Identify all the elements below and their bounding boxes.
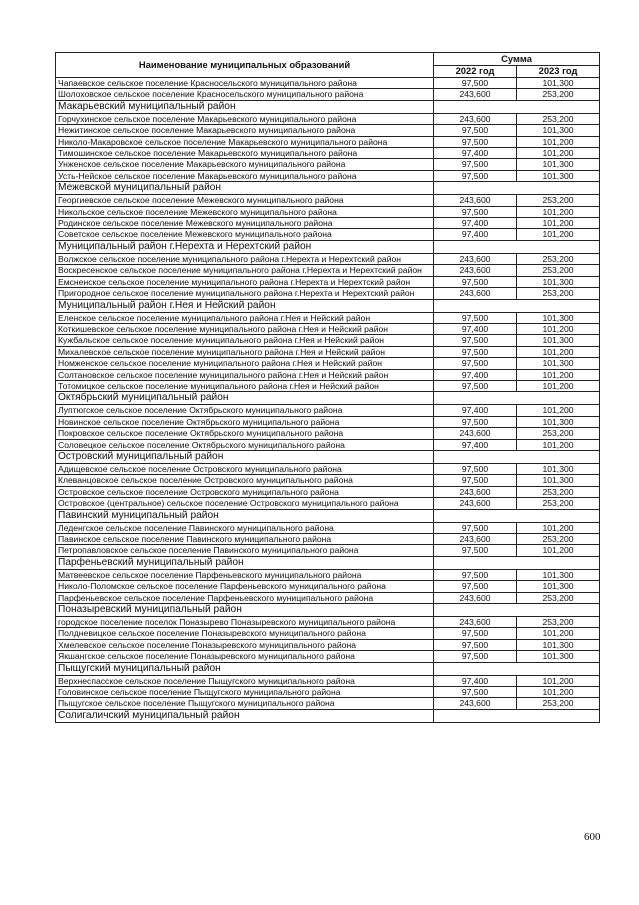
column-header-name: Наименование муниципальных образований [56,53,434,78]
table-row [56,380,600,391]
settlement-name: Пригородное сельское поселение муниципального района г.Нерехта и Нерехтский район [56,288,434,299]
amount-2022: 243,600 [434,617,517,628]
settlement-name: Номженское сельское поселение муниципального района г.Нея и Нейский район [56,358,434,369]
settlement-name: городское поселение поселок Поназырево Поназыревского муниципального района [56,617,434,628]
settlement-name: Чапаевское сельское поселение Красносельского муниципального района [56,78,434,89]
district-name: Макарьевский муниципальный район [56,100,434,113]
amount-2022: 97,400 [434,369,517,380]
settlement-name: Усть-Нейское сельское поселение Макарьевского муниципального района [56,170,434,181]
amount-2023: 101,300 [517,581,600,592]
amount-2023: 101,300 [517,569,600,580]
settlement-name: Тотомицкое сельское поселение муниципального района г.Нея и Нейский район [56,380,434,391]
amount-2022: 243,600 [434,428,517,439]
empty-cell [434,450,600,463]
table-row [56,498,600,509]
district-row [56,392,600,405]
settlement-name: Петропавловское сельское поселение Павинского муниципального района [56,545,434,556]
table-row [56,522,600,533]
settlement-name: Леденгское сельское поселение Павинского муниципального района [56,522,434,533]
empty-cell [434,240,600,253]
amount-2022: 243,600 [434,265,517,276]
district-name: Октябрьский муниципальный район [56,392,434,405]
settlement-name: Волжское сельское поселение муниципального района г.Нерехта и Нерехтский район [56,253,434,264]
amount-2023: 253,200 [517,592,600,603]
table-row [56,170,600,181]
amount-2022: 97,500 [434,463,517,474]
district-name: Поназыревский муниципальный район [56,604,434,617]
amount-2023: 101,300 [517,463,600,474]
table-row [56,358,600,369]
table-row [56,369,600,380]
settlement-name: Хмелевское сельское поселение Поназыревского муниципального района [56,639,434,650]
amount-2023: 101,300 [517,78,600,89]
table-row [56,675,600,686]
empty-cell [434,100,600,113]
table-row [56,288,600,299]
amount-2023: 253,200 [517,698,600,709]
settlement-name: Унженское сельское поселение Макарьевского муниципального района [56,159,434,170]
table-row [56,639,600,650]
district-row [56,662,600,675]
table-row [56,265,600,276]
amount-2023: 253,200 [517,617,600,628]
district-name: Муниципальный район г.Нерехта и Нерехтский район [56,240,434,253]
amount-2023: 101,200 [517,323,600,334]
amount-2022: 243,600 [434,89,517,100]
column-header-2022: 2022 год [434,65,517,78]
empty-cell [434,662,600,675]
amount-2022: 97,500 [434,358,517,369]
amount-2022: 243,600 [434,253,517,264]
empty-cell [434,604,600,617]
empty-cell [434,299,600,312]
amount-2023: 253,200 [517,253,600,264]
amount-2022: 97,500 [434,136,517,147]
amount-2023: 101,300 [517,651,600,662]
settlement-name: Нежитинское сельское поселение Макарьевского муниципального района [56,125,434,136]
amount-2023: 101,300 [517,335,600,346]
table-row [56,218,600,229]
table-row [56,323,600,334]
amount-2022: 97,500 [434,687,517,698]
amount-2022: 97,500 [434,312,517,323]
amount-2023: 101,200 [517,369,600,380]
table-row [56,229,600,240]
settlement-name: Кужбальское сельское поселение муниципального района г.Нея и Нейский район [56,335,434,346]
amount-2022: 243,600 [434,592,517,603]
table-row [56,428,600,439]
table-row [56,534,600,545]
district-row [56,450,600,463]
table-row [56,346,600,357]
amount-2023: 253,200 [517,288,600,299]
table-row [56,545,600,556]
amount-2023: 101,200 [517,206,600,217]
amount-2023: 101,200 [517,522,600,533]
amount-2022: 97,400 [434,323,517,334]
amount-2022: 243,600 [434,113,517,124]
table-row [56,312,600,323]
table-body [56,78,600,723]
settlement-name: Тимошинское сельское поселение Макарьевского муниципального района [56,148,434,159]
district-row [56,709,600,722]
settlement-name: Солтановское сельское поселение муниципального района г.Нея и Нейский район [56,369,434,380]
settlement-name: Шолоховское сельское поселение Красносельского муниципального района [56,89,434,100]
settlement-name: Головинское сельское поселение Пыщугского муниципального района [56,687,434,698]
district-name: Муниципальный район г.Нея и Нейский район [56,299,434,312]
table-row [56,159,600,170]
settlement-name: Якшангское сельское поселение Поназыревского муниципального района [56,651,434,662]
amount-2023: 253,200 [517,265,600,276]
table-row [56,439,600,450]
amount-2023: 253,200 [517,534,600,545]
table-row [56,569,600,580]
settlement-name: Пыщугское сельское поселение Пыщугского муниципального района [56,698,434,709]
amount-2023: 101,300 [517,475,600,486]
column-header-2023: 2023 год [517,65,600,78]
empty-cell [434,182,600,195]
amount-2022: 97,500 [434,569,517,580]
amount-2023: 101,300 [517,358,600,369]
amount-2023: 253,200 [517,113,600,124]
amount-2023: 101,200 [517,675,600,686]
amount-2022: 97,500 [434,628,517,639]
amount-2022: 97,500 [434,651,517,662]
amount-2023: 101,300 [517,276,600,287]
amount-2022: 243,600 [434,486,517,497]
amount-2023: 101,300 [517,639,600,650]
table-row [56,592,600,603]
district-name: Солигаличский муниципальный район [56,709,434,722]
amount-2023: 101,200 [517,136,600,147]
district-name: Пыщугский муниципальный район [56,662,434,675]
settlement-name: Соловецкое сельское поселение Октябрьского муниципального района [56,439,434,450]
settlement-name: Матвеевское сельское поселение Парфеньевского муниципального района [56,569,434,580]
amount-2022: 97,400 [434,439,517,450]
amount-2022: 97,500 [434,125,517,136]
amount-2022: 97,500 [434,380,517,391]
amount-2023: 101,200 [517,405,600,416]
amount-2022: 97,500 [434,639,517,650]
district-row [56,100,600,113]
amount-2023: 101,200 [517,218,600,229]
table-row [56,416,600,427]
settlement-name: Верхнеспасское сельское поселение Пыщугского муниципального района [56,675,434,686]
amount-2022: 243,600 [434,195,517,206]
district-row [56,182,600,195]
amount-2022: 97,400 [434,405,517,416]
amount-2023: 101,200 [517,346,600,357]
amount-2023: 253,200 [517,428,600,439]
settlement-name: Луптюгское сельское поселение Октябрьского муниципального района [56,405,434,416]
amount-2023: 101,200 [517,545,600,556]
table-row [56,463,600,474]
settlement-name: Еленское сельское поселение муниципального района г.Нея и Нейский район [56,312,434,323]
amount-2022: 97,500 [434,206,517,217]
amount-2022: 97,500 [434,581,517,592]
settlement-name: Николо-Макаровское сельское поселение Макарьевского муниципального района [56,136,434,147]
empty-cell [434,556,600,569]
amount-2023: 101,200 [517,439,600,450]
amount-2023: 101,200 [517,687,600,698]
empty-cell [434,509,600,522]
settlement-name: Адищевское сельское поселение Островского муниципального района [56,463,434,474]
settlement-name: Воскресенское сельское поселение муниципального района г.Нерехта и Нерехтский район [56,265,434,276]
table-row [56,651,600,662]
amount-2022: 97,400 [434,675,517,686]
settlement-name: Николо-Поломское сельское поселение Парфеньевского муниципального района [56,581,434,592]
settlement-name: Емсненское сельское поселение муниципального района г.Нерехта и Нерехтский район [56,276,434,287]
district-name: Межевской муниципальный район [56,182,434,195]
settlement-name: Коткишевское сельское поселение муниципального района г.Нея и Нейский район [56,323,434,334]
table-row [56,253,600,264]
amount-2023: 253,200 [517,195,600,206]
settlement-name: Островское сельское поселение Островского муниципального района [56,486,434,497]
settlement-name: Павинское сельское поселение Павинского муниципального района [56,534,434,545]
amount-2023: 253,200 [517,89,600,100]
table-row [56,617,600,628]
table-row [56,475,600,486]
table-row [56,698,600,709]
amount-2022: 97,500 [434,335,517,346]
table-row [56,195,600,206]
settlement-name: Островское (центральное) сельское поселение Островского муниципального района [56,498,434,509]
table-row [56,89,600,100]
district-row [56,240,600,253]
settlement-name: Парфеньевское сельское поселение Парфеньевского муниципального района [56,592,434,603]
district-row [56,299,600,312]
settlement-name: Родинское сельское поселение Межевского муниципального района [56,218,434,229]
amount-2022: 97,500 [434,522,517,533]
amount-2022: 97,500 [434,276,517,287]
amount-2022: 97,500 [434,545,517,556]
amount-2023: 101,300 [517,159,600,170]
amount-2022: 243,600 [434,288,517,299]
settlement-name: Михалевское сельское поселение муниципального района г.Нея и Нейский район [56,346,434,357]
amount-2023: 101,200 [517,148,600,159]
table-row [56,125,600,136]
table-row [56,486,600,497]
district-name: Павинский муниципальный район [56,509,434,522]
amount-2022: 97,500 [434,416,517,427]
settlement-name: Клеванцовское сельское поселение Островского муниципального района [56,475,434,486]
amount-2023: 101,200 [517,628,600,639]
district-row [56,556,600,569]
table-row [56,687,600,698]
amount-2023: 101,300 [517,125,600,136]
empty-cell [434,392,600,405]
amount-2023: 101,300 [517,416,600,427]
amount-2022: 97,400 [434,218,517,229]
amount-2023: 101,200 [517,229,600,240]
amount-2022: 97,500 [434,159,517,170]
table-row [56,78,600,89]
table-row [56,276,600,287]
amount-2023: 101,300 [517,170,600,181]
amount-2022: 243,600 [434,498,517,509]
district-name: Островский муниципальный район [56,450,434,463]
amount-2022: 97,400 [434,229,517,240]
empty-cell [434,709,600,722]
district-row [56,509,600,522]
amount-2023: 101,200 [517,380,600,391]
settlement-name: Георгиевское сельское поселение Межевского муниципального района [56,195,434,206]
district-row [56,604,600,617]
settlement-name: Полдневицкое сельское поселение Поназыревского муниципального района [56,628,434,639]
amount-2023: 253,200 [517,498,600,509]
district-name: Парфеньевский муниципальный район [56,556,434,569]
amount-2022: 97,400 [434,148,517,159]
settlement-name: Покровское сельское поселение Октябрьского муниципального района [56,428,434,439]
settlement-name: Советское сельское поселение Межевского муниципального района [56,229,434,240]
settlement-name: Никольское сельское поселение Межевского муниципального района [56,206,434,217]
budget-table [55,52,600,723]
column-header-sum: Сумма [434,53,600,66]
table-row [56,405,600,416]
table-row [56,581,600,592]
amount-2022: 97,500 [434,78,517,89]
document-page [55,52,599,723]
settlement-name: Новинское сельское поселение Октябрьского муниципального района [56,416,434,427]
amount-2023: 101,300 [517,312,600,323]
page-number: 600 [584,831,601,843]
amount-2022: 97,500 [434,170,517,181]
amount-2022: 97,500 [434,346,517,357]
amount-2023: 253,200 [517,486,600,497]
settlement-name: Горчухинское сельское поселение Макарьевского муниципального района [56,113,434,124]
table-row [56,148,600,159]
amount-2022: 243,600 [434,534,517,545]
amount-2022: 97,500 [434,475,517,486]
table-row [56,113,600,124]
table-row [56,628,600,639]
table-row [56,335,600,346]
table-row [56,136,600,147]
amount-2022: 243,600 [434,698,517,709]
table-row [56,206,600,217]
